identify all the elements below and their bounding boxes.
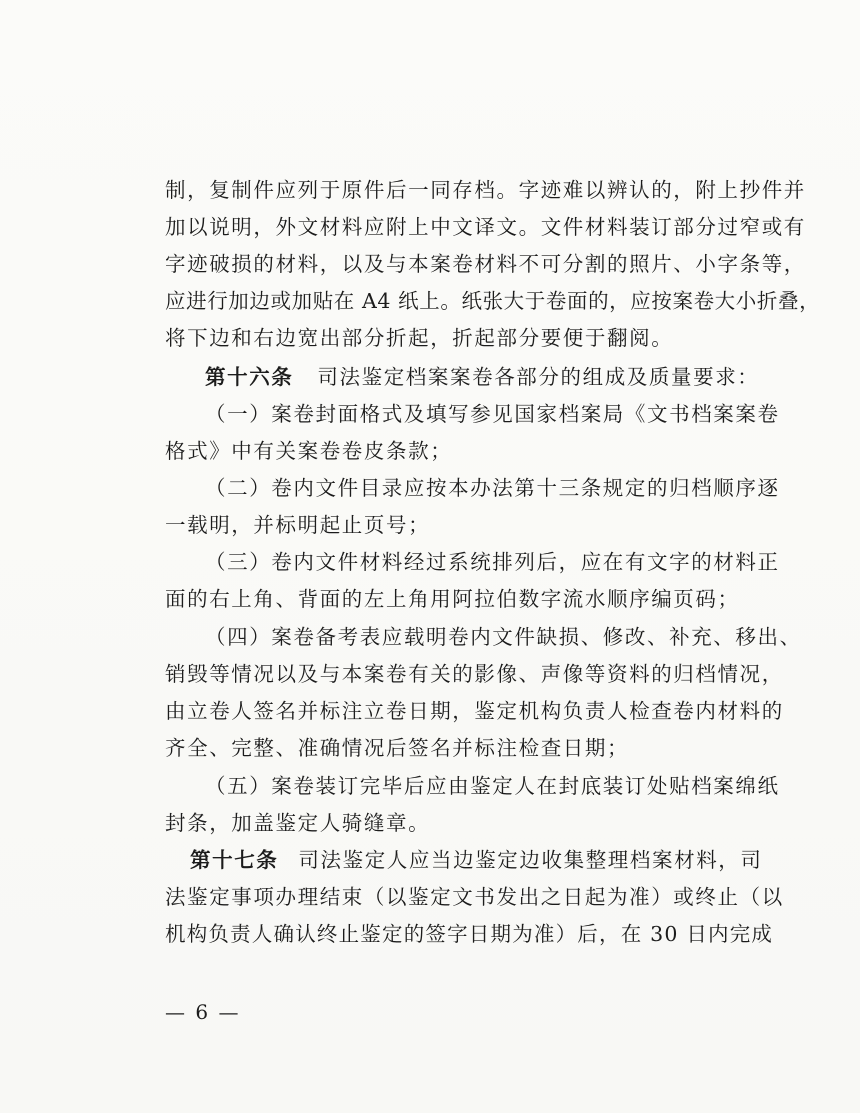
article-16-item-4d: 齐全、完整、准确情况后签名并标注检查日期；	[165, 736, 630, 760]
body-line-2: 加以说明，外文材料应附上中文译文。文件材料装订部分过窄或有	[165, 215, 806, 239]
article-16-item-2b: 一载明，并标明起止页号；	[165, 513, 431, 537]
article-17-line	[190, 850, 763, 871]
article-17-line-2: 法鉴定事项办理结束（以鉴定文书发出之日起为准）或终止（以	[165, 885, 784, 909]
article-16-heading: 第十六条	[205, 365, 294, 389]
article-16-item-2a: （二）卷内文件目录应按本办法第十三条规定的归档顺序逐	[205, 476, 780, 500]
body-line-3: 字迹破损的材料，以及与本案卷材料不可分割的照片、小字条等，	[165, 252, 806, 276]
article-16-text: 司法鉴定档案案卷各部分的组成及质量要求：	[317, 365, 760, 389]
article-16-item-4b: 销毁等情况以及与本案卷有关的影像、声像等资料的归档情况，	[165, 662, 784, 686]
article-16-line	[205, 367, 759, 388]
page-number: — 6 —	[165, 1000, 241, 1024]
body-line-4: 应进行加边或加贴在 A4 纸上。纸张大于卷面的，应按案卷大小折叠，	[165, 289, 821, 313]
article-17-line-3: 机构负责人确认终止鉴定的签字日期为准）后，在 30 日内完成	[165, 922, 774, 946]
body-line-1: 制，复制件应列于原件后一同存档。字迹难以辨认的，附上抄件并	[165, 178, 806, 202]
article-16-item-5b: 封条，加盖鉴定人骑缝章。	[165, 811, 431, 835]
article-16-item-3a: （三）卷内文件材料经过系统排列后，应在有文字的材料正	[205, 550, 780, 574]
article-16-item-1b: 格式》中有关案卷卷皮条款；	[165, 439, 453, 463]
article-16-item-5a: （五）案卷装订完毕后应由鉴定人在封底装订处贴档案绵纸	[205, 774, 780, 798]
body-line-5: 将下边和右边宽出部分折起，折起部分要便于翻阅。	[165, 326, 674, 350]
article-16-item-4c: 由立卷人签名并标注立卷日期，鉴定机构负责人检查卷内材料的	[165, 699, 784, 723]
article-16-item-3b: 面的右上角、背面的左上角用阿拉伯数字流水顺序编页码；	[165, 587, 740, 611]
article-16-item-1a: （一）案卷封面格式及填写参见国家档案局《文书档案案卷	[205, 402, 780, 426]
article-17-text: 司法鉴定人应当边鉴定边收集整理档案材料，司	[298, 848, 763, 872]
article-16-item-4a: （四）案卷备考表应载明卷内文件缺损、修改、补充、移出、	[205, 625, 802, 649]
article-17-heading: 第十七条	[190, 848, 279, 872]
